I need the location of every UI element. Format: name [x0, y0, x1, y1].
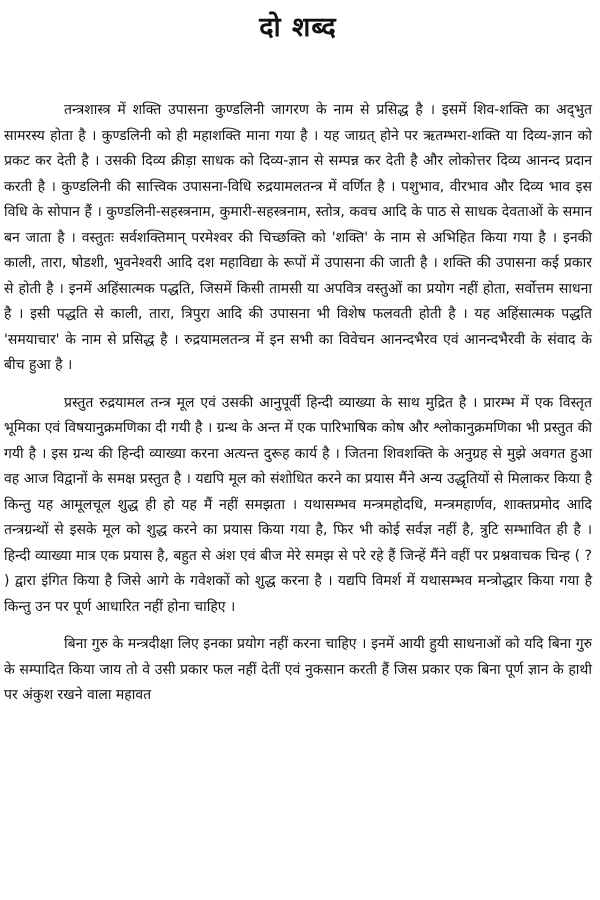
paragraph-3: बिना गुरु के मन्त्रदीक्षा लिए इनका प्रयोग नहीं करना चाहिए । इनमें आयी हुयी साधनाओं को यदि बिना गुरु के सम्पादित किया जाय तो वे उसी प्रकार फल नहीं देतीं एवं नुकसान करती हैं जिस प्रकार एक बिना पूर्ण ज्ञान के हाथी पर अंकुश रखने वाला महावत	[4, 636, 592, 703]
paragraph-1: तन्त्रशास्त्र में शक्ति उपासना कुण्डलिनी जागरण के नाम से प्रसिद्ध है । इसमें शिव-शक्ति का अद्‌भुत सामरस्य होता है । कुण्डलिनी को ही महाशक्ति माना गया है । यह जाग्रत्‌ होने पर ऋतम्भरा-शक्ति या दिव्य-ज्ञान को प्रकट कर देती है । उसकी दिव्य क्रीड़ा साधक को दिव्य-ज्ञान से सम्पन्न कर देती है और लोकोत्तर दिव्य आनन्द प्रदान करती है । कुण्डलिनी की सात्त्विक उपासना-विधि रुद्रयामलतन्त्र में वर्णित है । पशुभाव, वीरभाव और दिव्य भाव इस विधि के सोपान हैं । कुण्डलिनी-सहस्त्रनाम, कुमारी-सहस्त्रनाम, स्तोत्र, कवच आदि के पाठ से साधक देवताओं के समान बन जाता है । वस्तुतः सर्वशक्तिमान्‌ परमेश्वर की चिच्छक्ति को 'शक्ति' के नाम से अभिहित किया गया है । इनकी काली, तारा, षोडशी, भुवनेश्वरी आदि दश महाविद्या के रूपों में उपासना की जाती है । शक्ति की उपासना कई प्रकार से होती है । इनमें अहिंसात्मक पद्धति, जिसमें किसी तामसी या अपवित्र वस्तुओं का प्रयोग नहीं होता, सर्वोत्तम साधना है । इसी पद्धति से काली, तारा, त्रिपुरा आदि की उपासना भी विशेष फलवती होती है । यह अहिंसात्मक पद्धति 'समयाचार' के नाम से प्रसिद्ध है । रुद्रयामलतन्त्र में इन सभी का विवेचन आनन्दभैरव एवं आनन्दभैरवी के संवाद के बीच हुआ है ।	[4, 102, 592, 373]
page-title: दो शब्द	[259, 12, 337, 43]
paragraph-2: प्रस्तुत रुद्रयामल तन्त्र मूल एवं उसकी आनुपूर्वी हिन्दी व्याख्या के साथ मुद्रित है । प्रारम्भ में एक विस्तृत भूमिका एवं विषयानुक्रमणिका दी गयी है । ग्रन्थ के अन्त में एक पारिभाषिक कोष और श्लोकानुक्रमणिका भी प्रस्तुत की गयी है । इस ग्रन्थ की हिन्दी व्याख्या करना अत्यन्त दुरूह कार्य है । जितना शिवशक्ति के अनुग्रह से मुझे अवगत हुआ वह आज विद्वानों के समक्ष प्रस्तुत है । यद्यपि मूल को संशोधित करने का प्रयास मैंने अन्य उद्धृतियों से मिलाकर किया है किन्तु यह आमूलचूल शुद्ध ही हो यह मैं नहीं समझता । यथासम्भव मन्त्रमहोदधि, मन्त्रमहार्णव, शाक्तप्रमोद आदि तन्त्रग्रन्थों से इसके मूल को शुद्ध करने का प्रयास किया गया है, फिर भी कोई सर्वज्ञ नहीं है, त्रुटि सम्भावित ही है । हिन्दी व्याख्या मात्र एक प्रयास है, बहुत से अंश एवं बीज मेरे समझ से परे रहे हैं जिन्हें मैंने वहीं पर प्रश्नवाचक चिन्ह ( ? ) द्वारा इंगित किया है जिसे आगे के गवेशकों को शुद्ध करना है । यद्यपि विमर्श में यथासम्भव मन्त्रोद्धार किया गया है किन्तु उन पर पूर्ण आधारित नहीं होना चाहिए ।	[4, 394, 592, 615]
